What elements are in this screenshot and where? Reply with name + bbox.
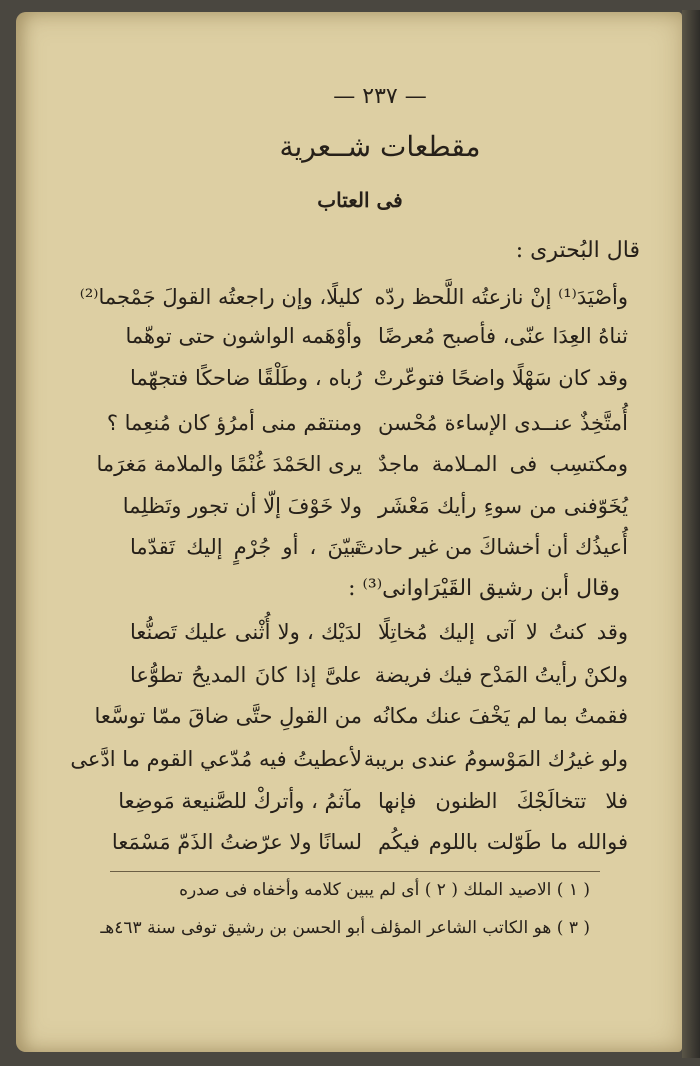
verse-first-hemistich: ولو غيرُك المَوْسومُ عندى بريبة	[363, 747, 628, 771]
verse-second-hemistich: يرى الحَمْدَ غُنْمًا والملامة مَغرَما	[96, 452, 362, 476]
verse-first-hemistich: ومكتسِب فى المـلامة ماجدٌ	[378, 452, 628, 476]
footnote-line: ( ١ ) الاصيد الملك ( ٢ ) أى لم يبين كلامه وأخفاه فى صدره	[179, 880, 590, 900]
section-subtitle: فى العتاب	[317, 188, 403, 212]
verse-second-hemistich: علىَّ إذا كانَ المديحُ تطوُّعا	[130, 663, 362, 687]
verse-second-hemistich: تَبيّنَ ، أو جُرْمٍ إليك تَقدّما	[130, 535, 362, 559]
verse-first-hemistich: فلا تتخالَجْكَ الظنون فإنها	[378, 789, 628, 813]
verse-second-hemistich: مآثمُ ، وأتركْ للصَّنيعة مَوضِعا	[118, 789, 362, 813]
verse-first-hemistich: يُخَوّفنى من سوءِ رأيك مَعْشَر	[378, 494, 628, 518]
verse-first-hemistich: وقد كان سَهْلًا واضحًا فتوعّرتْ	[373, 366, 628, 390]
verse-second-hemistich: من القولِ حتَّى ضاقَ ممّا توسَّعا	[94, 704, 362, 728]
verse-first-hemistich: ولكنْ رأيتُ المَدْح فيك فريضة	[374, 663, 628, 687]
footnote-divider	[110, 871, 600, 872]
verse-first-hemistich: فقمتُ بما لم يَخْفَ عنك مكانُه	[372, 704, 628, 728]
verse-second-hemistich: لدَيْك ، ولا أُثْنى عليك تَصنُّعا	[130, 620, 362, 644]
verse-first-hemistich: وقد كنتُ لا آتى إليك مُخاتِلًا	[378, 620, 628, 644]
verse-second-hemistich: كليلًا، وإن راجعتُه القولَ جَمْجما⁽²⁾	[79, 285, 362, 309]
verse-first-hemistich: وأصْيَدَ⁽¹⁾ إنْ نازعتُه اللَّحظ ردّه	[374, 285, 628, 309]
poet-intro-buhturi: قال البُحترى :	[515, 238, 640, 263]
verse-second-hemistich: رُباه ، وطَلْقًا ضاحكًا فتجهّما	[130, 366, 362, 390]
verse-second-hemistich: ولا خَوْفَ إلّا أن تجور وتَظلِما	[122, 494, 362, 518]
verse-second-hemistich: وأوْهَمه الواشون حتى توهّما	[125, 324, 362, 348]
verse-second-hemistich: لأعطيتُ فيه مُدّعي القوم ما ادَّعى	[70, 747, 362, 771]
poet-intro-ibn-rashiq: وقال أبن رشيق القَيْرَاوانى⁽³⁾ :	[348, 576, 620, 601]
verse-first-hemistich: ثناهُ العِدَا عنّى، فأصبح مُعرضًا	[377, 324, 628, 348]
verse-first-hemistich: أُمتَّخِذٌ عنــدى الإساءة مُحْسن	[378, 411, 628, 435]
page-title: مقطعات شــعرية	[279, 130, 481, 163]
footnote-line: ( ٣ ) هو الكاتب الشاعر المؤلف أبو الحسن بن رشيق توفى سنة ٤٦٣هـ	[100, 918, 590, 938]
verse-first-hemistich: فوالله ما طَوّلت باللوم فيكُم	[378, 830, 628, 854]
verse-second-hemistich: لسانًا ولا عرّضتُ الذَمّ مَسْمَعا	[111, 830, 362, 854]
verse-first-hemistich: أُعيذُك أن أخشاكَ من غير حادث	[354, 535, 628, 559]
verse-second-hemistich: ومنتقم منى أمرُؤ كان مُنعِما ؟	[106, 411, 362, 435]
page-number: — ٢٣٧ —	[333, 84, 427, 109]
